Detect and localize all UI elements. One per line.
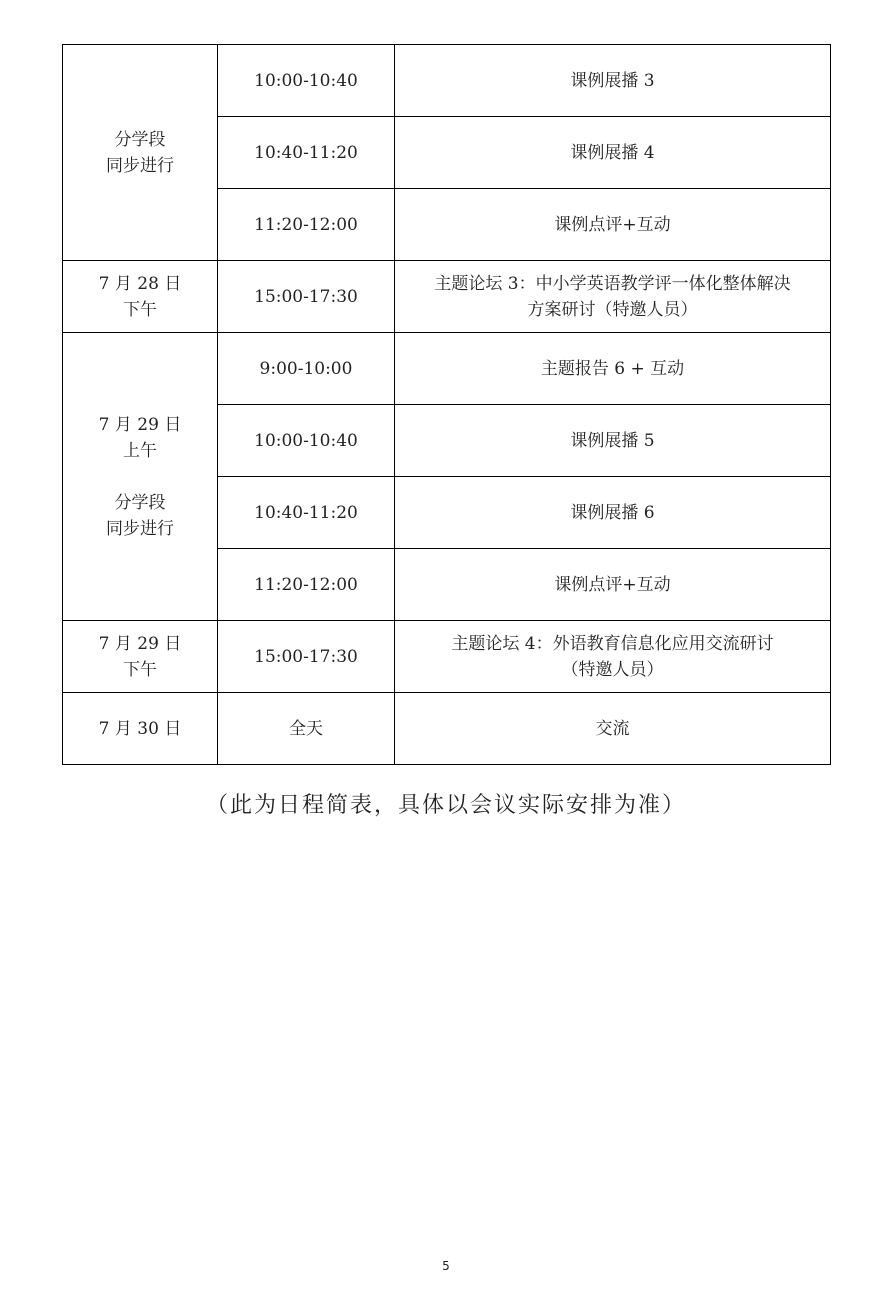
- period-cell: [63, 333, 218, 621]
- period-line: 7 月 29 日: [98, 633, 182, 654]
- spacer: [69, 464, 211, 490]
- content-line: 课例点评+互动: [554, 214, 671, 235]
- period-line: 同步进行: [106, 155, 174, 176]
- content-cell: [395, 405, 831, 477]
- content-cell: [395, 621, 831, 693]
- content-line: 主题论坛 3：中小学英语教学评一体化整体解决: [434, 273, 791, 294]
- period-line: 下午: [123, 659, 157, 680]
- schedule-table: [62, 44, 831, 765]
- period-line: 7 月 30 日: [98, 718, 182, 739]
- content-cell: [395, 333, 831, 405]
- period-cell: [63, 261, 218, 333]
- content-line: 课例展播 3: [570, 70, 655, 91]
- content-cell: [395, 117, 831, 189]
- time-cell: 15:00-17:30: [218, 621, 395, 693]
- period-line: 7 月 29 日: [98, 414, 182, 435]
- time-cell: 10:40-11:20: [218, 117, 395, 189]
- content-cell: [395, 189, 831, 261]
- time-cell: 10:40-11:20: [218, 477, 395, 549]
- period-line: 下午: [123, 299, 157, 320]
- content-cell: [395, 261, 831, 333]
- time-cell: 全天: [218, 693, 395, 765]
- table-row: [63, 621, 831, 693]
- period-line: 分学段: [114, 492, 166, 513]
- content-line: 交流: [595, 718, 630, 739]
- content-line: 主题论坛 4：外语教育信息化应用交流研讨: [451, 633, 774, 654]
- content-cell: [395, 45, 831, 117]
- period-line: 分学段: [114, 129, 166, 150]
- page-number: 5: [442, 1259, 450, 1273]
- period-cell: [63, 693, 218, 765]
- content-line: 方案研讨（特邀人员）: [527, 299, 698, 320]
- content-line: 主题报告 6 + 互动: [540, 358, 685, 379]
- content-cell: [395, 549, 831, 621]
- period-cell: [63, 621, 218, 693]
- table-row: [63, 261, 831, 333]
- content-line: 课例展播 5: [570, 430, 655, 451]
- table-row: [63, 333, 831, 405]
- content-line: 课例点评+互动: [554, 574, 671, 595]
- time-cell: 15:00-17:30: [218, 261, 395, 333]
- content-line: 课例展播 6: [570, 502, 655, 523]
- table-row: [63, 45, 831, 117]
- period-line: 7 月 28 日: [98, 273, 182, 294]
- time-cell: 10:00-10:40: [218, 405, 395, 477]
- period-cell: [63, 45, 218, 261]
- content-line: （特邀人员）: [561, 659, 664, 680]
- period-line: 同步进行: [106, 518, 174, 539]
- content-cell: [395, 693, 831, 765]
- content-line: 课例展播 4: [570, 142, 655, 163]
- table-row: [63, 693, 831, 765]
- time-cell: 11:20-12:00: [218, 549, 395, 621]
- time-cell: 9:00-10:00: [218, 333, 395, 405]
- time-cell: 11:20-12:00: [218, 189, 395, 261]
- schedule-note: （此为日程简表，具体以会议实际安排为准）: [205, 793, 686, 818]
- content-cell: [395, 477, 831, 549]
- time-cell: 10:00-10:40: [218, 45, 395, 117]
- period-line: 上午: [123, 440, 157, 461]
